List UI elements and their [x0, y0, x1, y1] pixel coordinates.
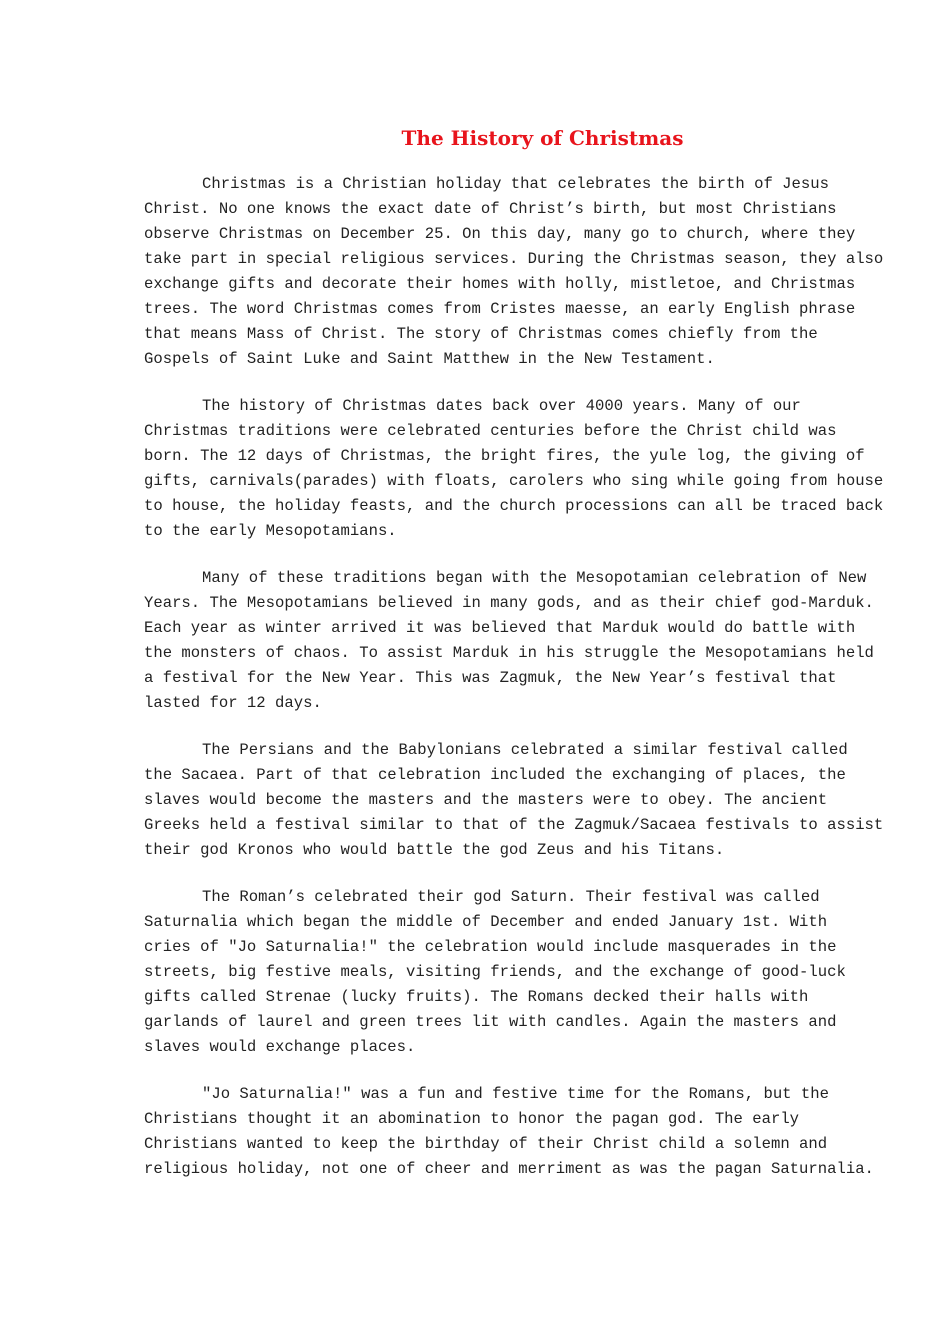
text-line: their god Kronos who would battle the god Zeus and his Titans.: [144, 841, 725, 859]
document-title: The History of Christmas: [401, 126, 684, 150]
paragraph: [144, 885, 846, 1060]
paragraph: [144, 394, 884, 544]
text-line: born. The 12 days of Christmas, the bright fires, the yule log, the giving of: [144, 447, 865, 465]
text-line: observe Christmas on December 25. On this day, many go to church, where they: [144, 225, 856, 243]
text-line: Christians wanted to keep the birthday of their Christ child a solemn and: [144, 1135, 828, 1153]
text-line: Years. The Mesopotamians believed in many gods, and as their chief god-Marduk.: [144, 594, 874, 612]
text-line: Gospels of Saint Luke and Saint Matthew in the New Testament.: [144, 350, 715, 368]
text-line: Christmas traditions were celebrated centuries before the Christ child was: [144, 422, 837, 440]
text-line: slaves would exchange places.: [144, 1038, 416, 1056]
text-line: The history of Christmas dates back over 4000 years. Many of our: [202, 397, 801, 415]
text-line: that means Mass of Christ. The story of Christmas comes chiefly from the: [144, 325, 818, 343]
text-line: gifts, carnivals(parades) with floats, carolers who sing while going from house: [144, 472, 884, 490]
text-line: gifts called Strenae (lucky fruits). The Romans decked their halls with: [144, 988, 809, 1006]
text-line: the monsters of chaos. To assist Marduk in his struggle the Mesopotamians held: [144, 644, 874, 662]
paragraph: [144, 566, 874, 716]
text-line: Many of these traditions began with the Mesopotamian celebration of New: [202, 569, 867, 587]
text-line: The Roman’s celebrated their god Saturn. Their festival was called: [202, 888, 820, 906]
text-line: Each year as winter arrived it was believed that Marduk would do battle with: [144, 619, 856, 637]
text-line: Saturnalia which began the middle of December and ended January 1st. With: [144, 913, 828, 931]
text-line: to the early Mesopotamians.: [144, 522, 397, 540]
text-line: to house, the holiday feasts, and the church processions can all be traced back: [144, 497, 884, 515]
paragraph: [144, 1082, 874, 1182]
text-line: "Jo Saturnalia!" was a fun and festive time for the Romans, but the: [202, 1085, 829, 1103]
text-line: Christmas is a Christian holiday that celebrates the birth of Jesus: [202, 175, 829, 193]
paragraph: [144, 738, 884, 863]
text-line: streets, big festive meals, visiting friends, and the exchange of good-luck: [144, 963, 846, 981]
text-line: take part in special religious services. During the Christmas season, they also: [144, 250, 884, 268]
text-line: trees. The word Christmas comes from Cristes maesse, an early English phrase: [144, 300, 856, 318]
text-line: cries of "Jo Saturnalia!" the celebration would include masquerades in the: [144, 938, 837, 956]
text-line: Christians thought it an abomination to honor the pagan god. The early: [144, 1110, 800, 1128]
text-line: Christ. No one knows the exact date of Christ’s birth, but most Christians: [144, 200, 837, 218]
text-line: the Sacaea. Part of that celebration included the exchanging of places, the: [144, 766, 846, 784]
text-line: garlands of laurel and green trees lit with candles. Again the masters and: [144, 1013, 837, 1031]
text-line: slaves would become the masters and the masters were to obey. The ancient: [144, 791, 828, 809]
text-line: a festival for the New Year. This was Zagmuk, the New Year’s festival that: [144, 669, 837, 687]
text-line: religious holiday, not one of cheer and merriment as was the pagan Saturnalia.: [144, 1160, 874, 1178]
text-line: lasted for 12 days.: [144, 694, 322, 712]
text-line: Greeks held a festival similar to that of the Zagmuk/Sacaea festivals to assist: [144, 816, 884, 834]
text-line: exchange gifts and decorate their homes with holly, mistletoe, and Christmas: [144, 275, 856, 293]
paragraph: [144, 172, 884, 372]
text-line: The Persians and the Babylonians celebrated a similar festival called: [202, 741, 848, 759]
document-body: [144, 172, 884, 1204]
